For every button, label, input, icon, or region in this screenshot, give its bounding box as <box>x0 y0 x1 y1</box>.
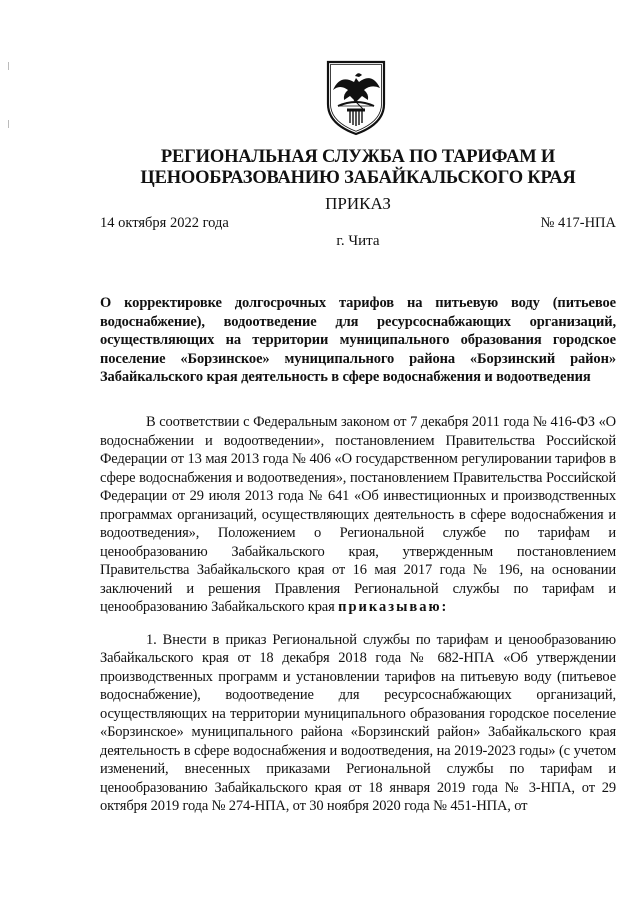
document-city: г. Чита <box>336 233 380 249</box>
agency-name <box>100 147 616 189</box>
agency-name-line2: ЦЕНООБРАЗОВАНИЮ ЗАБАЙКАЛЬСКОГО КРАЯ <box>140 168 576 188</box>
document-date: 14 октября 2022 года <box>100 215 229 231</box>
document-number: № 417-НПА <box>540 215 616 231</box>
agency-name-line1: РЕГИОНАЛЬНАЯ СЛУЖБА ПО ТАРИФАМ И <box>160 147 556 167</box>
scan-margin-mark <box>8 62 9 70</box>
scan-margin-mark <box>8 120 9 128</box>
document-type: ПРИКАЗ <box>325 194 391 213</box>
clause-1-paragraph: 1. Внести в приказ Региональной службы по тарифам и ценообразованию Забайкальского края от 18 декабря 2018 года № 682-НПА «Об утверждении производственных программ и установлении тарифов на питьевую воду (питьевое водоснабжение), водоотведение для ресурсоснабжающих организаций, осуществляющих на территории муниципального образования городское поселение «Борзинское» муниципального района «Борзинский район» Забайкальского края деятельность в сфере водоснабжения и водоотведения, на 2019-2023 годы» (с учетом изменений, внесенных приказами Региональной службы по тарифам и ценообразованию Забайкальского края от 18 января 2019 года № 3-НПА, от 29 октября 2019 года № 274-НПА, от 30 ноября 2020 года № 451-НПА, от <box>100 631 616 814</box>
document-subject: О корректировке долгосрочных тарифов на питьевую воду (питьевое водоснабжение), водоотведение для ресурсоснабжающих организаций, осуществляющих на территории муниципального образования городское поселение «Борзинское» муниципального района «Борзинский район» Забайкальского края деятельность в сфере водоснабжения и водоотведения <box>100 295 616 385</box>
order-word: приказываю: <box>338 599 449 615</box>
preamble-text: В соответствии с Федеральным законом от 7 декабря 2011 года № 416-ФЗ «О водоснабжении и водоотведении», постановлением Правительства Российской Федерации от 13 мая 2013 года № 406 «О государственном регулировании тарифов в сфере водоснабжения и водоотведения», постановлением Правительства Российской Федерации от 29 июля 2013 года № 641 «Об инвестиционных и производственных программах организаций, осуществляющих деятельность в сфере водоснабжения и водоотведения», Положением о Региональной службе по тарифам и ценообразованию Забайкальского края, утвержденным постановлением Правительства Забайкальского края от 16 мая 2017 года № 196, на основании заключений и решения Правления Региональной службы по тарифам и ценообразованию Забайкальского края <box>100 414 616 615</box>
document-body <box>100 413 616 816</box>
coat-of-arms-icon <box>324 60 388 136</box>
preamble-paragraph <box>100 413 616 617</box>
